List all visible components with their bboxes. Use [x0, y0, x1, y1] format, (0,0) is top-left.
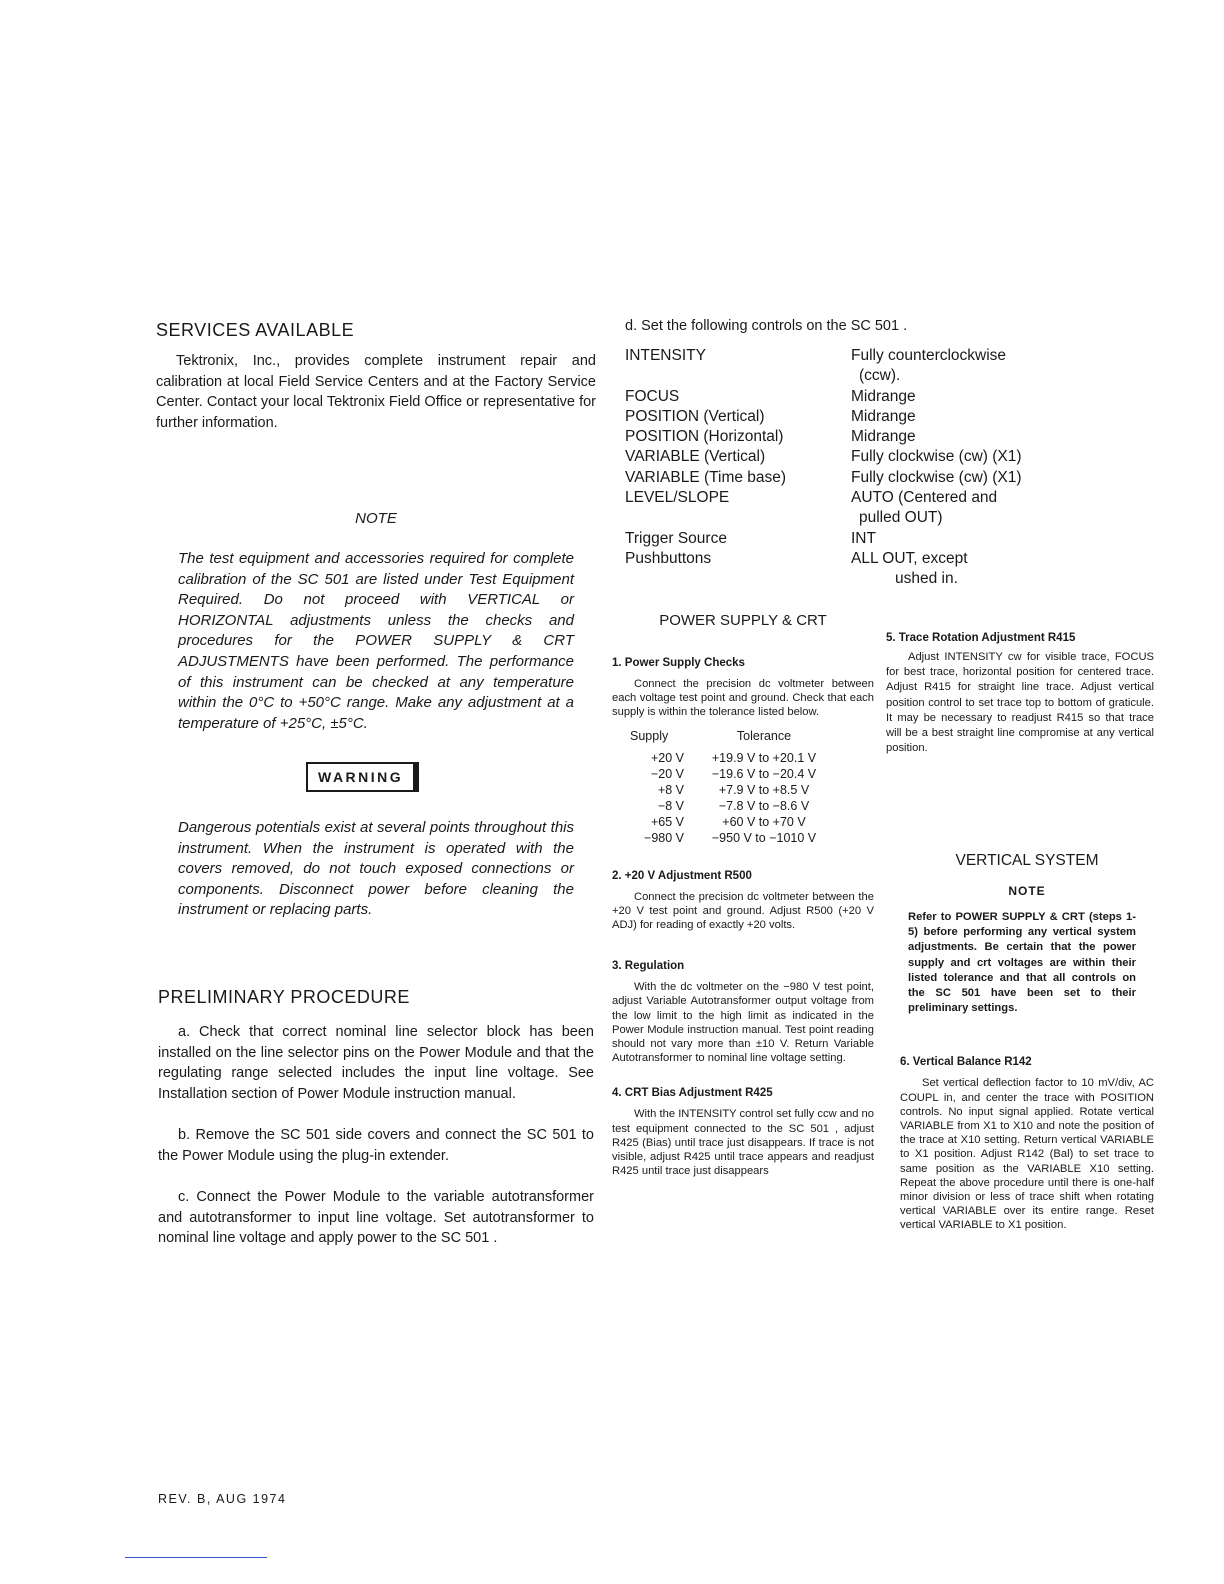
control-name: LEVEL/SLOPE: [625, 489, 730, 507]
controls-list: [625, 346, 1095, 590]
control-row: [625, 366, 1095, 386]
control-name: FOCUS: [625, 387, 680, 405]
warning-box: [306, 762, 419, 792]
tolerance-cell: +19.9 V to +20.1 V: [711, 750, 817, 765]
control-name: VARIABLE (Time base): [625, 468, 787, 486]
control-setting-cont: (ccw).: [859, 367, 901, 385]
control-row: [625, 427, 1095, 447]
step-5-text: Adjust INTENSITY cw for visible trace, FOCUS for best trace, horizontal position for centered trace. Adjust R415 for straight line trace. Adjust vertical position control to set trace top to bottom of graticule. It may be necessary to readjust R415 so that trace will be a best straight line compromise at any vertical position.: [886, 651, 1154, 755]
step-3-text: With the dc voltmeter on the −980 V test point, adjust Variable Autotransformer output voltage from the low limit to the high limit as indicated in the Power Module instruction manual. Test point reading should not vary more than ±10 V. Return Variable Autotransformer to nominal line voltage setting.: [612, 981, 874, 1065]
supply-cell: −8 V: [657, 798, 684, 813]
control-setting: Midrange: [851, 387, 916, 405]
control-setting: ALL OUT, except: [851, 549, 968, 567]
table-row: [612, 782, 874, 798]
supply-cell: +65 V: [650, 814, 684, 829]
step-5-title: 5. Trace Rotation Adjustment R415: [886, 632, 1076, 644]
note-heading: NOTE: [355, 510, 397, 527]
tolerance-cell: −950 V to −1010 V: [711, 830, 817, 845]
control-row: [625, 529, 1095, 549]
power-supply-section: [612, 612, 874, 1178]
step-2-text: Connect the precision dc voltmeter between the +20 V test point and ground. Adjust R500 (+20 V ADJ) for reading of exactly +20 volts.: [612, 890, 874, 932]
control-setting: Midrange: [851, 407, 916, 425]
tolerance-cell: +7.9 V to +8.5 V: [718, 782, 810, 797]
footer-rule: [125, 1557, 267, 1558]
vertical-note-heading: NOTE: [1008, 884, 1046, 898]
note-text: The test equipment and accessories required for complete calibration of the SC 501 are listed under Test Equipment Required. Do not proceed with VERTICAL or HORIZONTAL adjustments unless the checks and procedures for the POWER SUPPLY & CRT ADJUSTMENTS have been performed. The performance of this instrument can be checked at any temperature within the 0°C to +50°C range. Make any adjustment at a temperature of +25°C, ±5°C.: [178, 550, 574, 732]
note-block: [178, 510, 574, 734]
tolerance-cell: −7.8 V to −8.6 V: [718, 798, 810, 813]
table-row: [612, 814, 874, 830]
step-1-title: 1. Power Supply Checks: [612, 657, 745, 669]
supply-cell: +8 V: [657, 782, 684, 797]
control-row: [625, 447, 1095, 467]
control-setting: Fully clockwise (cw) (X1): [851, 468, 1022, 486]
control-setting: INT: [851, 529, 876, 547]
preliminary-section: [158, 987, 594, 1249]
warning-label: WARNING: [306, 762, 419, 792]
services-text: Tektronix, Inc., provides complete instrument repair and calibration at local Field Service Centers and at the Factory Service Center. Contact your local Tektronix Field Office or representative for further information.: [156, 353, 596, 431]
vertical-note-text: Refer to POWER SUPPLY & CRT (steps 1-5) before performing any vertical system adjustments. Be certain that the power supply and crt voltages are within their listed tolerance and that all controls on the SC 501 have been set to their preliminary settings.: [908, 911, 1136, 1015]
control-setting: Fully counterclockwise: [851, 347, 1007, 364]
step-4-text: With the INTENSITY control set fully ccw and no test equipment connected to the SC 501 , adjust R425 (Bias) until trace just disappears. If trace is not visible, adjust R425 until trace appears and readjust R425 until trace just disappears: [612, 1108, 874, 1178]
control-setting-cont: pulled OUT): [859, 509, 943, 527]
control-name: POSITION (Horizontal): [625, 428, 784, 446]
control-name: INTENSITY: [625, 347, 706, 364]
supply-cell: −980 V: [644, 830, 684, 845]
preliminary-heading: PRELIMINARY PROCEDURE: [158, 987, 410, 1007]
tolerance-cell: +60 V to +70 V: [722, 814, 806, 829]
control-row: [625, 407, 1095, 427]
warning-block: [178, 818, 574, 921]
controls-section: [625, 318, 1095, 590]
left-column: [156, 320, 596, 433]
tolerance-cell: −19.6 V to −20.4 V: [711, 766, 817, 781]
control-name: Trigger Source: [625, 529, 727, 547]
table-row: [612, 750, 874, 766]
control-setting: AUTO (Centered and: [851, 489, 998, 507]
control-row: [625, 387, 1095, 407]
tolerance-table: [612, 728, 874, 846]
step-4-title: 4. CRT Bias Adjustment R425: [612, 1087, 773, 1100]
step-a: a. Check that correct nominal line selector block has been installed on the line selector pins on the Power Module and that the regulating range selected includes the input line voltage. See Installation section of Power Module instruction manual.: [158, 1024, 594, 1102]
step-d: d. Set the following controls on the SC 501 .: [625, 318, 908, 334]
revision-date: REV. B, AUG 1974: [158, 1492, 287, 1506]
step-2-title: 2. +20 V Adjustment R500: [612, 869, 752, 882]
header-supply: Supply: [630, 728, 669, 743]
control-name: Pushbuttons: [625, 549, 712, 567]
step-c: c. Connect the Power Module to the variable autotransformer and autotransformer to input line voltage. Set autotransformer to nominal line voltage and apply power to the SC 501 .: [158, 1189, 594, 1246]
vertical-system-section: [900, 852, 1154, 1233]
control-setting-cont: ushed in.: [895, 570, 958, 588]
table-row: [612, 798, 874, 814]
supply-cell: −20 V: [650, 766, 684, 781]
table-header: [612, 728, 874, 744]
supply-cell: +20 V: [650, 750, 684, 765]
table-row: [612, 830, 874, 846]
header-tolerance: Tolerance: [736, 728, 792, 743]
control-row: [625, 488, 1095, 508]
control-name: POSITION (Vertical): [625, 407, 765, 425]
control-setting: Fully clockwise (cw) (X1): [851, 448, 1022, 466]
warning-text: Dangerous potentials exist at several points throughout this instrument. When the instrument is operated with the covers removed, do not touch exposed connections or components. Disconnect power before cleaning the instrument or replacing parts.: [178, 819, 574, 919]
control-name: VARIABLE (Vertical): [625, 448, 766, 466]
control-row: [625, 468, 1095, 488]
control-row: [625, 508, 1095, 528]
vertical-system-heading: VERTICAL SYSTEM: [955, 852, 1099, 869]
control-row: [625, 346, 1095, 366]
trace-rotation-section: [886, 632, 1154, 756]
step-6-title: 6. Vertical Balance R142: [900, 1056, 1032, 1069]
control-row: [625, 549, 1095, 569]
power-supply-heading: POWER SUPPLY & CRT: [659, 612, 827, 629]
table-row: [612, 766, 874, 782]
step-3-title: 3. Regulation: [612, 960, 685, 973]
control-setting: Midrange: [851, 428, 916, 446]
step-1-text: Connect the precision dc voltmeter between each voltage test point and ground. Check that each supply is within the tolerance listed below.: [612, 678, 874, 719]
control-row: [625, 569, 1095, 589]
step-b: b. Remove the SC 501 side covers and connect the SC 501 to the Power Module using the plug-in extender.: [158, 1127, 594, 1164]
step-6-text: Set vertical deflection factor to 10 mV/div, AC COUPL in, and center the trace with POSITION controls. No input signal applied. Rotate vertical VARIABLE from X1 to X10 and note the position of the trace at X10 setting. Return vertical VARIABLE to X1 position. Adjust R142 (Bal) to set trace to same position as the VARIABLE X10 setting. Repeat the above procedure until there is one-half minor division or less of trace shift when rotating vertical VARIABLE over its entire range. Reset vertical VARIABLE to X1 position.: [900, 1077, 1154, 1232]
services-heading: SERVICES AVAILABLE: [156, 320, 355, 340]
